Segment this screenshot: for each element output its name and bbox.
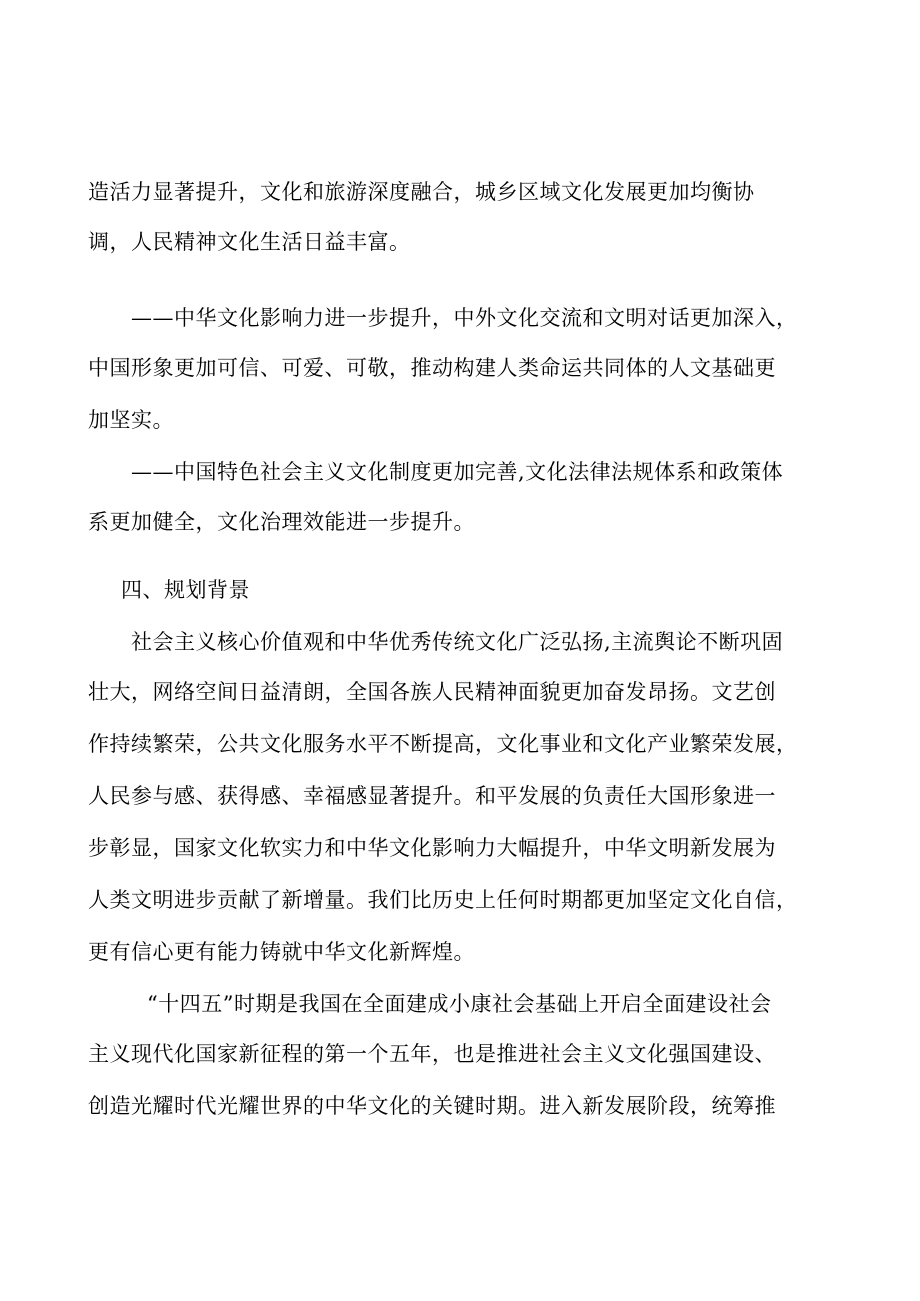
paragraph-line: 加坚实。 <box>88 408 174 432</box>
paragraph-line: 步彰显，国家文化软实力和中华文化影响力大幅提升，中华文明新发展为 <box>88 836 776 860</box>
paragraph-line: ——中华文化影响力进一步提升，中外文化交流和文明对话更加深入， <box>131 306 798 330</box>
paragraph-line: 创造光耀时代光耀世界的中华文化的关键时期。进入新发展阶段，统筹推 <box>88 1094 776 1118</box>
paragraph-line: 人类文明进步贡献了新增量。我们比历史上任何时期都更加坚定文化自信， <box>88 888 798 912</box>
paragraph-line: 人民参与感、获得感、幸福感显著提升。和平发展的负责任大国形象进一 <box>88 784 776 808</box>
paragraph-line: 调，人民精神文化生活日益丰富。 <box>88 230 411 254</box>
paragraph-line: ——中国特色社会主义文化制度更加完善,文化法律法规体系和政策体 <box>131 460 784 484</box>
paragraph-line: 作持续繁荣，公共文化服务水平不断提高，文化事业和文化产业繁荣发展， <box>88 732 798 756</box>
paragraph-line: 更有信心更有能力铸就中华文化新辉煌。 <box>88 940 475 964</box>
paragraph-line: “十四五”时期是我国在全面建成小康社会基础上开启全面建设社会 <box>147 992 772 1016</box>
paragraph-line: 壮大，网络空间日益清朗，全国各族人民精神面貌更加奋发昂扬。文艺创 <box>88 680 776 704</box>
paragraph-line: 社会主义核心价值观和中华优秀传统文化广泛弘扬,主流舆论不断巩固 <box>131 630 784 654</box>
section-heading: 四、规划背景 <box>121 578 250 602</box>
paragraph-line: 主义现代化国家新征程的第一个五年，也是推进社会主义文化强国建设、 <box>88 1042 776 1066</box>
paragraph-line: 中国形象更加可信、可爱、可敬，推动构建人类命运共同体的人文基础更 <box>88 356 776 380</box>
paragraph-line: 造活力显著提升，文化和旅游深度融合，城乡区域文化发展更加均衡协 <box>88 180 755 204</box>
paragraph-line: 系更加健全，文化治理效能进一步提升。 <box>88 510 475 534</box>
